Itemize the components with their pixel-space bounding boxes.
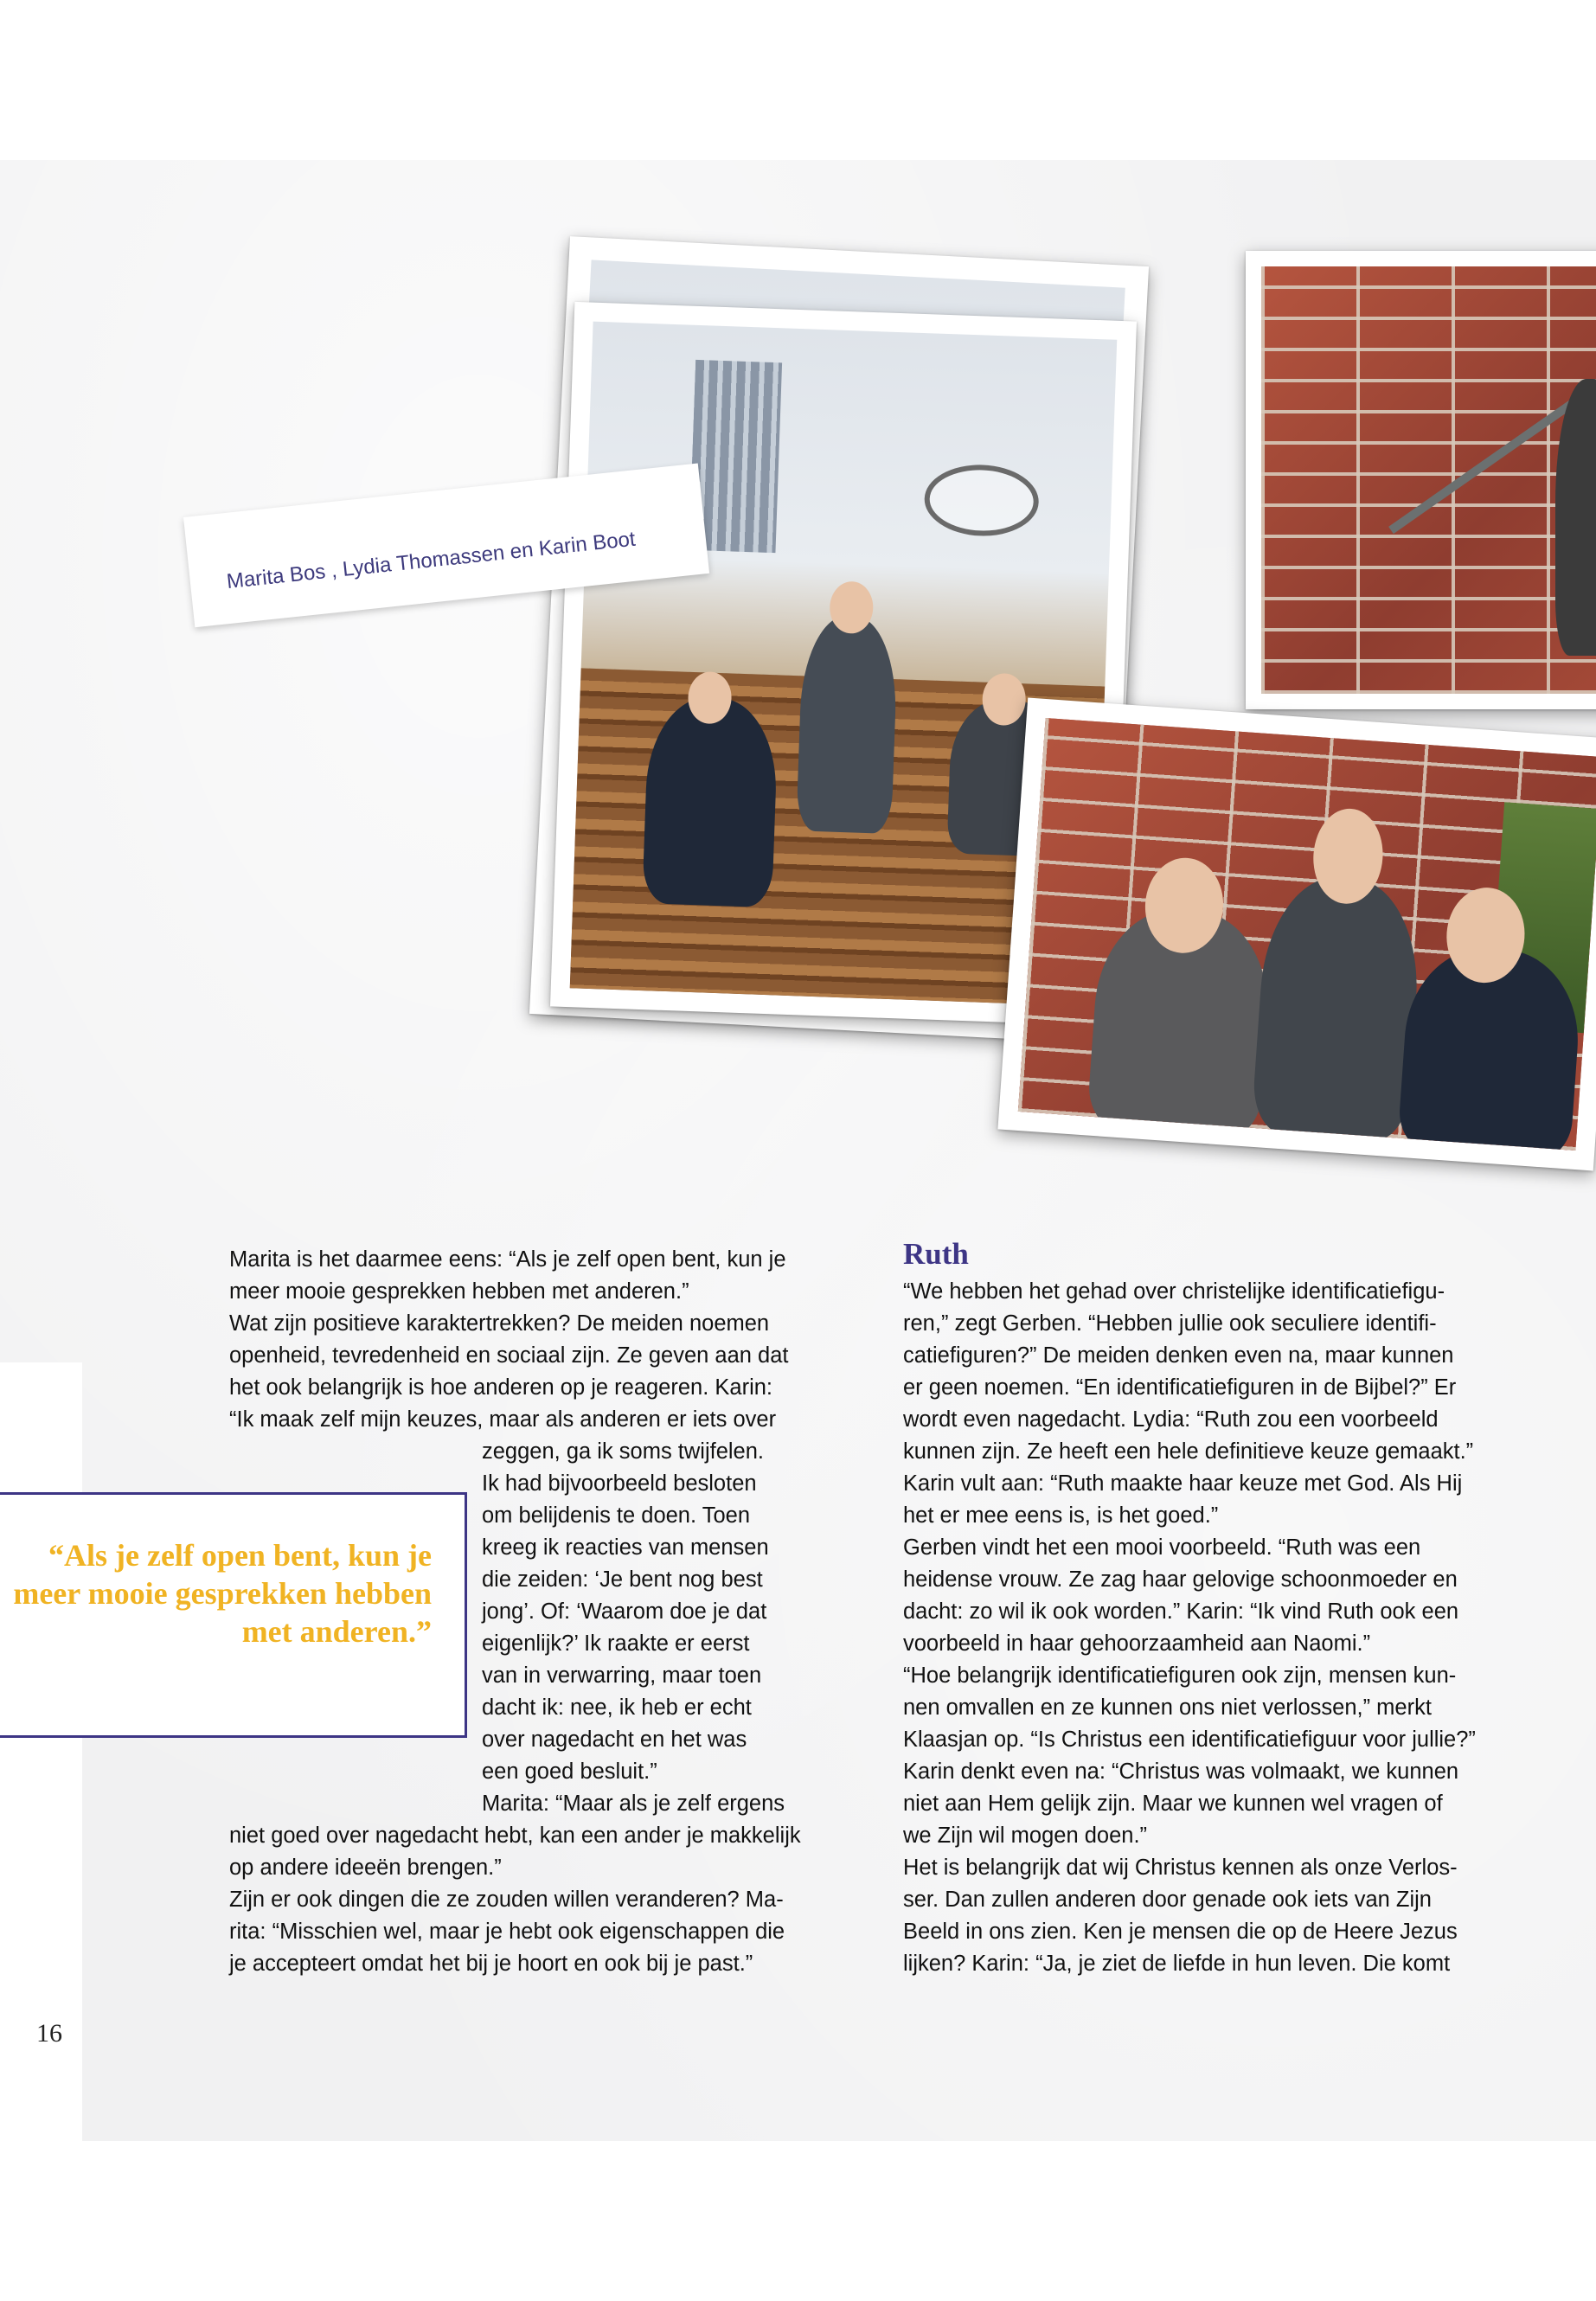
left-column-wrap [482, 1436, 819, 1820]
page-number: 16 [36, 2019, 62, 2048]
section-heading: Ruth [903, 1237, 969, 1271]
right-column [903, 1276, 1500, 1980]
text-line: om belijdenis te doen. Toen [482, 1503, 750, 1528]
person-standing [1555, 379, 1596, 656]
chandelier [923, 463, 1040, 538]
text-line: Zijn er ook dingen die ze zouden willen veranderen? Ma- [229, 1888, 784, 1912]
text-line: Ik had bijvoorbeeld besloten [482, 1471, 757, 1496]
pull-quote-box [0, 1492, 467, 1738]
person-marita [642, 695, 779, 907]
text-line: die zeiden: ‘Je bent nog best [482, 1567, 763, 1592]
text-line: lijken? Karin: “Ja, je ziet de liefde in hun leven. Die komt [903, 1952, 1451, 1976]
text-line: niet goed over nagedacht hebt, kan een ander je makkelijk [229, 1823, 801, 1848]
photo-brick-wall [1261, 266, 1596, 694]
text-line: wordt even nagedacht. Lydia: “Ruth zou een voorbeeld [903, 1407, 1439, 1432]
text-line: kreeg ik reacties van mensen [482, 1535, 769, 1560]
text-line: het er mee eens is, is het goed.” [903, 1503, 1219, 1528]
text-line: rita: “Misschien wel, maar je hebt ook eigenschappen die [229, 1920, 785, 1944]
left-column-bottom [229, 1820, 817, 1980]
text-line: Klaasjan op. “Is Christus een identificatiefiguur voor jullie?” [903, 1727, 1476, 1752]
photo-frame-group [997, 698, 1596, 1171]
text-line: Marita is het daarmee eens: “Als je zelf open bent, kun je [229, 1247, 786, 1272]
text-line: catiefiguren?” De meiden denken even na, maar kunnen [903, 1343, 1454, 1368]
text-line: “Hoe belangrijk identificatiefiguren ook zijn, mensen kun- [903, 1663, 1457, 1688]
photo-frame-brick [1246, 251, 1596, 709]
person-middle [1251, 872, 1424, 1142]
text-line: “We hebben het gehad over christelijke identificatiefigu- [903, 1279, 1445, 1304]
text-line: jong’. Of: ‘Waarom doe je dat [482, 1599, 767, 1624]
text-line: over nagedacht en het was [482, 1727, 747, 1752]
text-line: zeggen, ga ik soms twijfelen. [482, 1439, 764, 1464]
left-column-top [229, 1244, 817, 1436]
text-line: Karin denkt even na: “Christus was volmaakt, we kunnen [903, 1759, 1459, 1784]
text-line: dacht ik: nee, ik heb er echt [482, 1695, 752, 1720]
text-line: voorbeeld in haar gehoorzaamheid aan Naomi.” [903, 1631, 1371, 1656]
photo-group-outside [1018, 718, 1596, 1150]
text-line: meer mooie gesprekken hebben met anderen.” [229, 1279, 689, 1304]
text-line: nen omvallen en ze kunnen ons niet verlossen,” merkt [903, 1695, 1432, 1720]
text-line: heidense vrouw. Ze zag haar gelovige schoonmoeder en [903, 1567, 1458, 1592]
pull-quote: “Als je zelf open bent, kun je meer mooie gesprekken hebben met anderen.” [13, 1538, 432, 1649]
text-line: er geen noemen. “En identificatiefiguren in de Bijbel?” Er [903, 1375, 1457, 1400]
text-line: we Zijn wil mogen doen.” [903, 1823, 1148, 1848]
text-line: Beeld in ons zien. Ken je mensen die op de Heere Jezus [903, 1920, 1458, 1944]
text-line: openheid, tevredenheid en sociaal zijn. Ze geven aan dat [229, 1343, 789, 1368]
text-line: Wat zijn positieve karaktertrekken? De meiden noemen [229, 1311, 770, 1336]
text-line: ren,” zegt Gerben. “Hebben jullie ook seculiere identifi- [903, 1311, 1437, 1336]
text-line: Gerben vindt het een mooi voorbeeld. “Ruth was een [903, 1535, 1421, 1560]
text-line: op andere ideeën brengen.” [229, 1856, 502, 1880]
photo-caption: Marita Bos , Lydia Thomassen en Karin Boot [225, 527, 637, 594]
text-line: Het is belangrijk dat wij Christus kennen als onze Verlos- [903, 1856, 1458, 1880]
text-line: van in verwarring, maar toen [482, 1663, 762, 1688]
person-lydia [796, 614, 899, 834]
text-line: ser. Dan zullen anderen door genade ook iets van Zijn [903, 1888, 1432, 1912]
text-line: “Ik maak zelf mijn keuzes, maar als anderen er iets over [229, 1407, 777, 1432]
text-line: het ook belangrijk is hoe anderen op je reageren. Karin: [229, 1375, 772, 1400]
text-line: Karin vult aan: “Ruth maakte haar keuze met God. Als Hij [903, 1471, 1463, 1496]
text-line: je accepteert omdat het bij je hoort en ook bij je past.” [229, 1952, 753, 1976]
text-line: een goed besluit.” [482, 1759, 657, 1784]
text-line: kunnen zijn. Ze heeft een hele definitieve keuze gemaakt.” [903, 1439, 1474, 1464]
text-line: niet aan Hem gelijk zijn. Maar we kunnen wel vragen of [903, 1791, 1443, 1816]
text-line: dacht: zo wil ik ook worden.” Karin: “Ik vind Ruth ook een [903, 1599, 1459, 1624]
text-line: eigenlijk?’ Ik raakte er eerst [482, 1631, 750, 1656]
text-line: Marita: “Maar als je zelf ergens [482, 1791, 785, 1816]
